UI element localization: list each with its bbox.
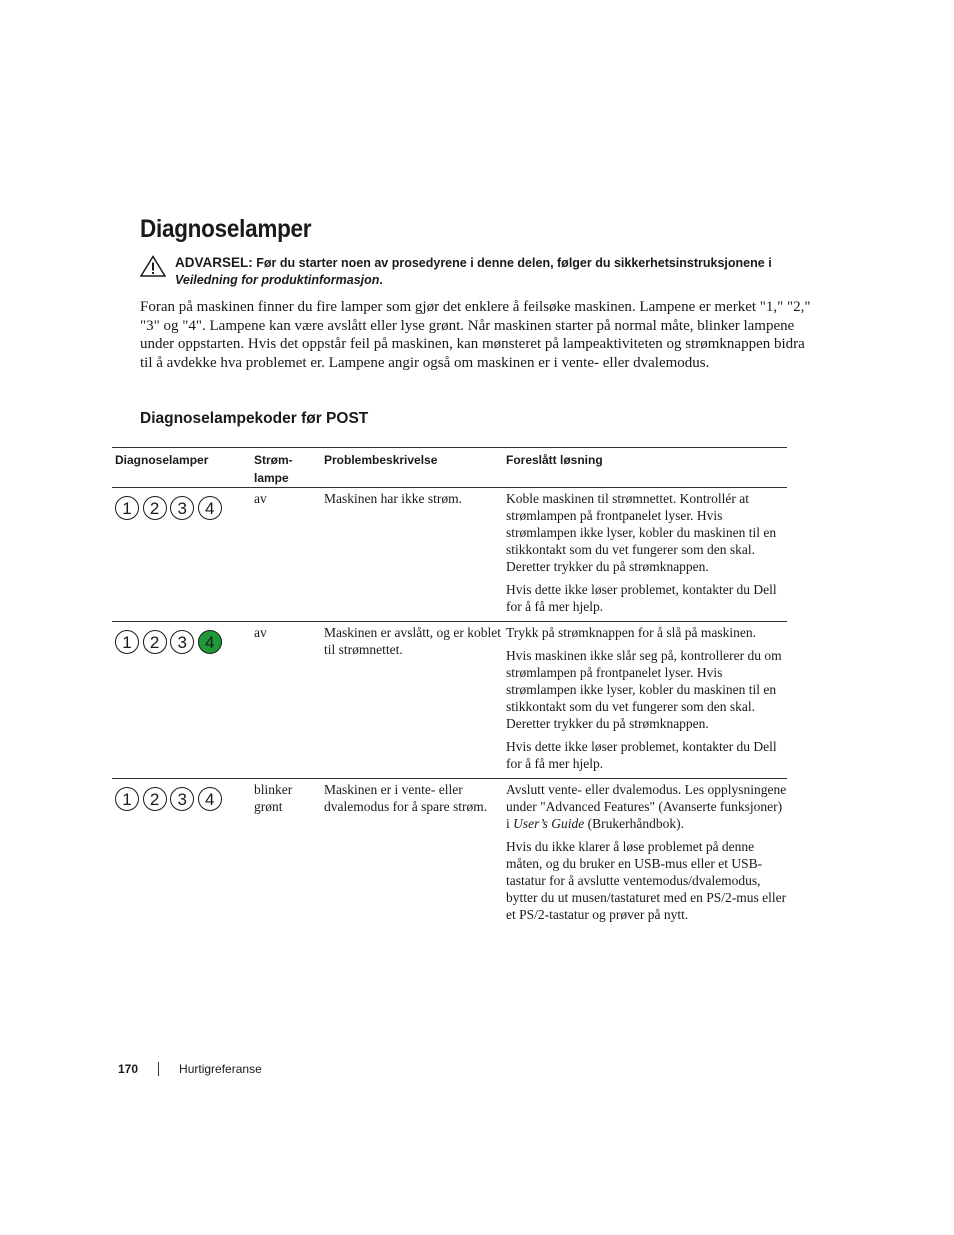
intro-paragraph: Foran på maskinen finner du fire lamper som gjør det enklere å feilsøke maskinen. Lampene er merket "1," "2," "3" og "4". Lampene kan være avslått eller lyse grønt. Når maskinen starter på normal måte, blinker lampene under oppstarten. Hvis det oppstår feil på maskinen, kan mønsteret på lampeaktiviteten og strømknappen bidra til å avdekke hva problemet er. Lampene angir også om maskinen er i vente- eller dvalemodus. <box>140 299 811 372</box>
diagnostic-lamp-4-icon: 4 <box>198 787 222 811</box>
solution-text: (Brukerhåndbok). <box>587 816 685 831</box>
solution-paragraph: Hvis du ikke klarer å løse problemet på denne måten, og du bruker en USB-mus eller et USB-tastatur for å avslutte ventemodus/dvalemodus, bytter du ut musen/tastaturet med en PS/2-mus eller et PS/2-tastatur og prøver på nytt. <box>506 839 787 922</box>
diagnostic-lamp-1-icon: 1 <box>115 496 139 520</box>
diagnostic-lamp-1-icon: 1 <box>115 787 139 811</box>
suggested-solution <box>506 622 787 778</box>
diagnostic-lamp-3-icon: 3 <box>170 630 194 654</box>
footer-divider <box>158 1062 159 1076</box>
solution-paragraph <box>506 781 787 832</box>
section-heading: Diagnoselampekoder før POST <box>140 410 369 427</box>
suggested-solution <box>506 488 787 621</box>
warning-reference: Veiledning for produktinformasjon <box>175 273 380 287</box>
diagnostic-lamp-3-icon: 3 <box>170 496 194 520</box>
solution-paragraph: Hvis dette ikke løser problemet, kontakter du Dell for å få mer hjelp. <box>506 582 777 614</box>
warning-notice <box>140 254 820 289</box>
solution-paragraph: Koble maskinen til strømnettet. Kontrollér at strømlampen på frontpanelet lyser. Hvis strømlampen ikke lyser, kobler du maskinen til en stikkontakt som du vet fungerer som den skal. Deretter trykker du på strømknappen. <box>506 491 777 574</box>
table-row <box>112 487 787 621</box>
solution-text: Avslutt vente- eller dvalemodus. Les opplysningene under "Advanced Features" (Avanserte funksjoner) i <box>506 782 787 831</box>
diagnostic-lamp-2-icon: 2 <box>143 787 167 811</box>
problem-description: Maskinen er i vente- eller dvalemodus for å spare strøm. <box>324 782 488 814</box>
solution-paragraph: Hvis maskinen ikke slår seg på, kontrollerer du om strømlampen på frontpanelet lyser. Hvis strømlampen ikke lyser, kobler du maskinen til en stikkontakt som du vet fungerer som den skal. Deretter trykker du på strømknappen. <box>506 648 782 731</box>
header-power-lamp <box>254 451 324 487</box>
lamp-pattern <box>112 779 254 948</box>
diagnostic-lamp-4-icon: 4 <box>198 630 222 654</box>
power-lamp-state: av <box>254 625 267 640</box>
warning-text: Før du starter noen av prosedyrene i denne delen, følger du sikkerhetsinstruksjonene i <box>256 256 772 270</box>
diagnostic-lamp-3-icon: 3 <box>170 787 194 811</box>
page-footer <box>118 1062 262 1076</box>
header-power-lamp-line2: lampe <box>254 471 289 485</box>
header-power-lamp-line1: Strøm- <box>254 453 293 467</box>
diagnostic-lamp-1-icon: 1 <box>115 630 139 654</box>
header-suggested-solution: Foreslått løsning <box>506 453 603 467</box>
diagnostic-lamp-table <box>112 447 787 948</box>
suggested-solution <box>506 779 787 948</box>
problem-description: Maskinen er avslått, og er koblet til strømnettet. <box>324 625 501 657</box>
warning-end: . <box>379 273 383 287</box>
power-lamp-state: av <box>254 491 267 506</box>
users-guide-reference: User’s Guide <box>513 816 585 831</box>
warning-label: ADVARSEL: <box>175 255 253 270</box>
lamp-pattern <box>112 488 254 621</box>
diagnostic-lamp-4-icon: 4 <box>198 496 222 520</box>
table-row <box>112 621 787 778</box>
lamp-pattern <box>112 622 254 778</box>
solution-paragraph: Hvis dette ikke løser problemet, kontakter du Dell for å få mer hjelp. <box>506 739 777 771</box>
table-row <box>112 778 787 948</box>
diagnostic-lamp-2-icon: 2 <box>143 630 167 654</box>
diagnostic-lamp-2-icon: 2 <box>143 496 167 520</box>
header-diagnostic-lamps: Diagnoselamper <box>115 453 209 467</box>
page-number: 170 <box>118 1062 139 1076</box>
problem-description: Maskinen har ikke strøm. <box>324 491 462 506</box>
warning-triangle-icon <box>140 255 166 277</box>
table-header-row <box>112 448 787 487</box>
solution-paragraph: Trykk på strømknappen for å slå på maskinen. <box>506 625 756 640</box>
header-problem-description: Problembeskrivelse <box>324 453 438 467</box>
footer-section-title: Hurtigreferanse <box>179 1062 262 1076</box>
power-lamp-state: blinker grønt <box>254 782 293 814</box>
page-title: Diagnoselamper <box>140 215 312 243</box>
